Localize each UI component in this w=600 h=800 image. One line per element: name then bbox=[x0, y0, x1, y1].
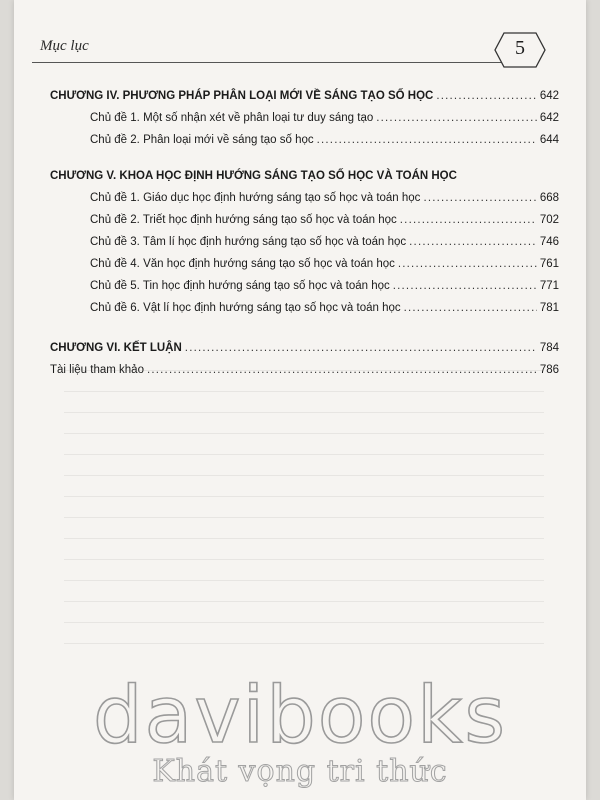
dot-leader bbox=[185, 342, 537, 354]
dot-leader bbox=[376, 112, 537, 124]
toc-entry-label: Tài liệu tham khảo bbox=[50, 364, 144, 376]
toc-entry[interactable] bbox=[50, 134, 559, 156]
toc-entry-label: CHƯƠNG IV. PHƯƠNG PHÁP PHÂN LOẠI MỚI VỀ SÁNG TẠO SỐ HỌC bbox=[50, 90, 434, 102]
toc-entry-label: Chủ đề 3. Tâm lí học định hướng sáng tạo số học và toán học bbox=[90, 236, 407, 248]
dot-leader bbox=[400, 214, 537, 226]
toc-chapter-6[interactable] bbox=[50, 342, 559, 364]
toc-entry-label: CHƯƠNG V. KHOA HỌC ĐỊNH HƯỚNG SÁNG TẠO SỐ HỌC VÀ TOÁN HỌC bbox=[50, 170, 457, 182]
toc-entry-page: 746 bbox=[539, 236, 559, 248]
toc-entry-page: 642 bbox=[539, 90, 559, 102]
toc-entry[interactable] bbox=[50, 258, 559, 280]
toc-entry[interactable] bbox=[50, 192, 559, 214]
toc-entry-page: 644 bbox=[539, 134, 559, 146]
toc-entry-page: 784 bbox=[539, 342, 559, 354]
toc-entry-label: CHƯƠNG VI. KẾT LUẬN bbox=[50, 342, 182, 354]
watermark-tagline: Khát vọng tri thức bbox=[152, 754, 448, 789]
toc-entry-page: 781 bbox=[539, 302, 559, 314]
toc-entry-label: Chủ đề 2. Phân loại mới về sáng tạo số học bbox=[90, 134, 314, 146]
toc-entry-label: Chủ đề 4. Văn học định hướng sáng tạo số học và toán học bbox=[90, 258, 395, 270]
table-of-contents bbox=[50, 90, 559, 386]
dot-leader bbox=[436, 90, 536, 102]
header-title: Mục lục bbox=[40, 38, 89, 54]
dot-leader bbox=[317, 134, 537, 146]
page-number: 5 bbox=[515, 37, 525, 59]
toc-entry[interactable] bbox=[50, 302, 559, 324]
toc-chapter-5[interactable] bbox=[50, 170, 559, 192]
toc-entry-label: Chủ đề 1. Một số nhận xét về phân loại tư duy sáng tạo bbox=[90, 112, 374, 124]
watermark bbox=[0, 671, 600, 789]
toc-entry-label: Chủ đề 1. Giáo dục học định hướng sáng tạo số học và toán học bbox=[90, 192, 421, 204]
toc-entry[interactable] bbox=[50, 112, 559, 134]
dot-leader bbox=[404, 302, 537, 314]
page-number-badge bbox=[494, 32, 546, 68]
toc-entry-label: Chủ đề 6. Vật lí học định hướng sáng tạo số học và toán học bbox=[90, 302, 401, 314]
dot-leader bbox=[409, 236, 537, 248]
toc-entry-page: 702 bbox=[539, 214, 559, 226]
toc-entry[interactable] bbox=[50, 236, 559, 258]
watermark-brand: davibooks bbox=[93, 671, 507, 761]
toc-entry-page: 761 bbox=[539, 258, 559, 270]
show-through-text bbox=[64, 370, 544, 690]
toc-entry-page: 786 bbox=[539, 364, 559, 376]
toc-entry-page: 771 bbox=[539, 280, 559, 292]
header-rule bbox=[32, 62, 508, 63]
toc-entry-page: 642 bbox=[539, 112, 559, 124]
dot-leader bbox=[393, 280, 537, 292]
toc-entry[interactable] bbox=[50, 214, 559, 236]
toc-entry-page: 668 bbox=[539, 192, 559, 204]
dot-leader bbox=[423, 192, 536, 204]
toc-chapter-4[interactable] bbox=[50, 90, 559, 112]
dot-leader bbox=[398, 258, 537, 270]
toc-entry-label: Chủ đề 5. Tin học định hướng sáng tạo số học và toán học bbox=[90, 280, 390, 292]
toc-entry-label: Chủ đề 2. Triết học định hướng sáng tạo số học và toán học bbox=[90, 214, 397, 226]
toc-entry[interactable] bbox=[50, 280, 559, 302]
